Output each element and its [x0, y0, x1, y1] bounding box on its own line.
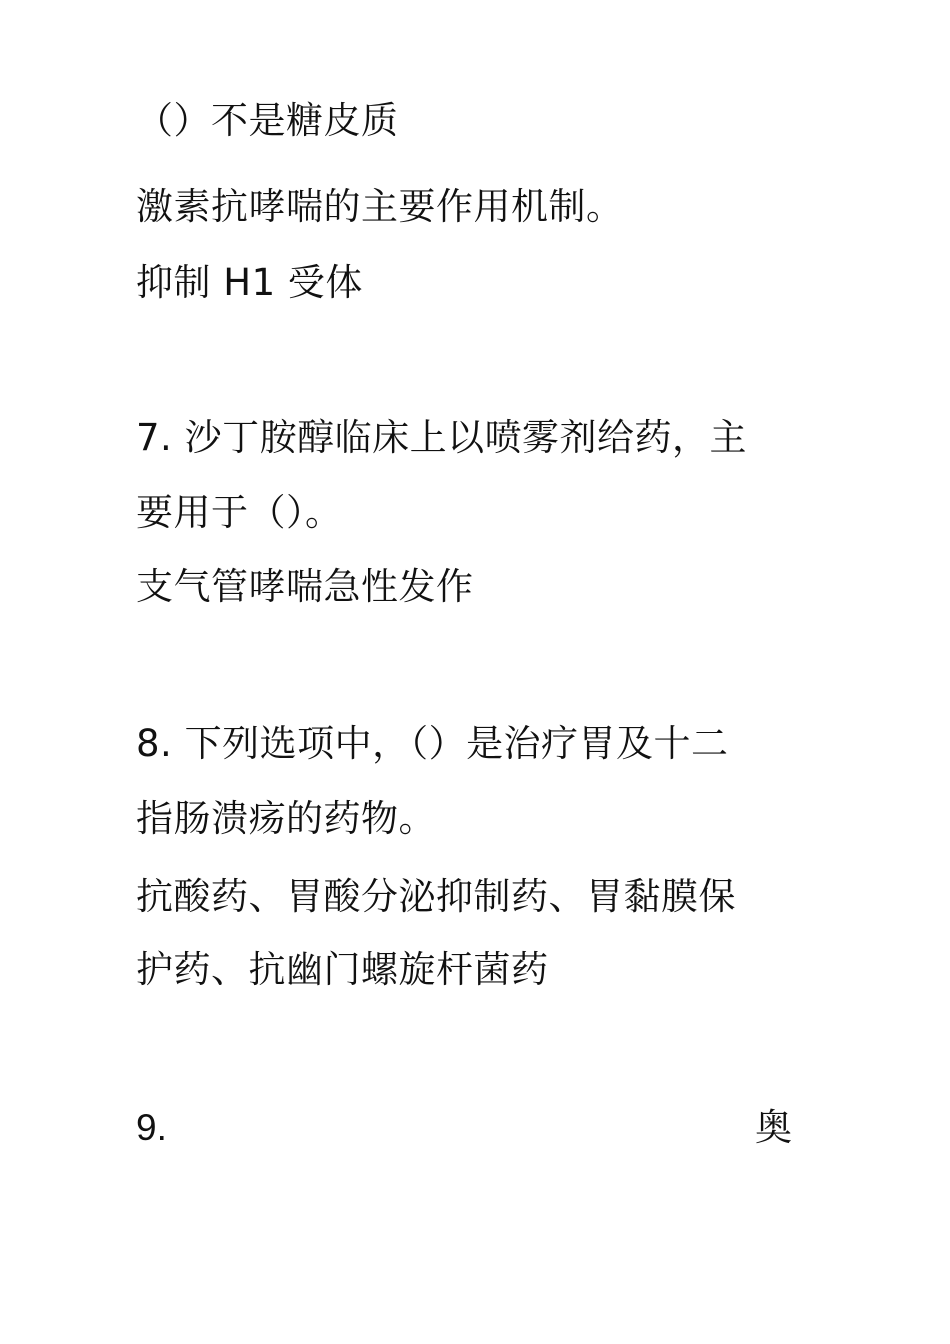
question-8-stem-line-2: 指肠溃疡的药物。	[136, 797, 436, 840]
question-6-stem-line-1: （）不是糖皮质	[136, 99, 399, 142]
question-9-line	[136, 1104, 792, 1152]
question-7-answer: 支气管哮喘急性发作	[136, 565, 474, 608]
question-9-text: 奥	[755, 1106, 792, 1149]
question-6-stem-line-2: 激素抗哮喘的主要作用机制。	[136, 185, 624, 228]
question-8-answer-line-2: 护药、抗幽门螺旋杆菌药	[136, 948, 549, 991]
question-8-answer-line-1: 抗酸药、胃酸分泌抑制药、胃黏膜保	[136, 875, 736, 918]
question-6-answer: 抑制 H1 受体	[136, 261, 363, 304]
question-9-number: 9.	[136, 1107, 167, 1148]
question-7-stem-line-1: 7. 沙丁胺醇临床上以喷雾剂给药，主	[136, 416, 748, 459]
question-8-stem-line-1: 8. 下列选项中，（）是治疗胃及十二	[136, 722, 729, 765]
question-7-stem-line-2: 要用于（）。	[136, 491, 343, 534]
